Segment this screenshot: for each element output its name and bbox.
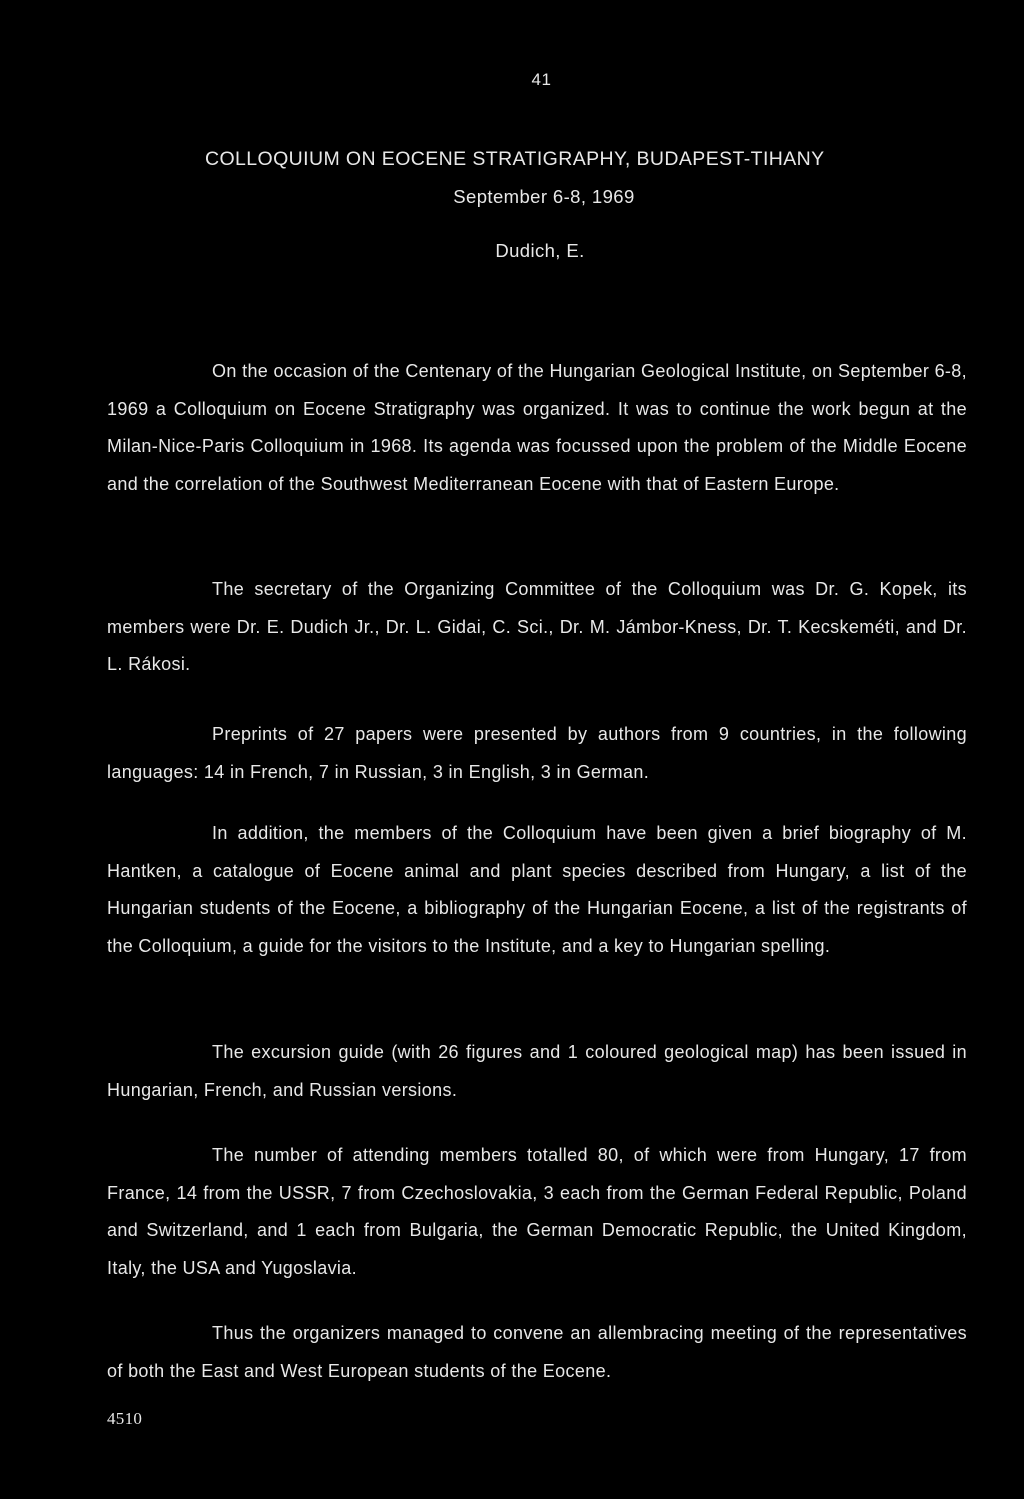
paragraph-materials <box>107 815 967 966</box>
paragraph-text: On the occasion of the Centenary of the Hungarian Geological Institute, on September 6-8, 1969 a Colloquium on Eocene Stratigraphy was organized. It was to continue the work begun at the Milan-Nice-Paris Colloquium in 1968. Its agenda was focussed upon the problem of the Middle Eocene and the correlation of the Southwest Mediterranean Eocene with that of Eastern Europe. <box>107 361 967 495</box>
paragraph-attendance <box>107 1137 967 1288</box>
page-number: 41 <box>531 70 552 89</box>
paragraph-occasion <box>107 353 967 504</box>
footer-number: 4510 <box>107 1409 143 1428</box>
paragraph-committee <box>107 571 967 684</box>
paragraph-text: Thus the organizers managed to convene an allembracing meeting of the representatives of both the East and West European students of the Eocene. <box>107 1323 967 1381</box>
paragraph-text: The secretary of the Organizing Committee of the Colloquium was Dr. G. Kopek, its members were Dr. E. Dudich Jr., Dr. L. Gidai, C. Sci., Dr. M. Jámbor-Kness, Dr. T. Kecskeméti, and Dr. L. Rákosi. <box>107 579 967 675</box>
paragraph-text: The number of attending members totalled 80, of which were from Hungary, 17 from France, 14 from the USSR, 7 from Czechoslovakia, 3 each from the German Federal Republic, Poland and Switzerland, and 1 each from Bulgaria, the German Democratic Republic, the United Kingdom, Italy, the USA and Yugoslavia. <box>107 1145 967 1279</box>
paragraph-text: In addition, the members of the Colloquium have been given a brief biography of M. Hantken, a catalogue of Eocene animal and plant species described from Hungary, a list of the Hungarian students of the Eocene, a bibliography of the Hungarian Eocene, a list of the registrants of the Colloquium, a guide for the visitors to the Institute, and a key to Hungarian spelling. <box>107 823 967 957</box>
author-name: Dudich, E. <box>495 240 585 261</box>
document-title: COLLOQUIUM ON EOCENE STRATIGRAPHY, BUDAPEST-TIHANY <box>205 148 825 170</box>
paragraph-conclusion <box>107 1315 967 1390</box>
paragraph-text: Preprints of 27 papers were presented by authors from 9 countries, in the following languages: 14 in French, 7 in Russian, 3 in English, 3 in German. <box>107 724 967 782</box>
paragraph-preprints <box>107 716 967 791</box>
event-dates: September 6-8, 1969 <box>453 186 635 207</box>
paragraph-text: The excursion guide (with 26 figures and 1 coloured geological map) has been issued in Hungarian, French, and Russian versions. <box>107 1042 967 1100</box>
paragraph-excursion-guide <box>107 1034 967 1109</box>
